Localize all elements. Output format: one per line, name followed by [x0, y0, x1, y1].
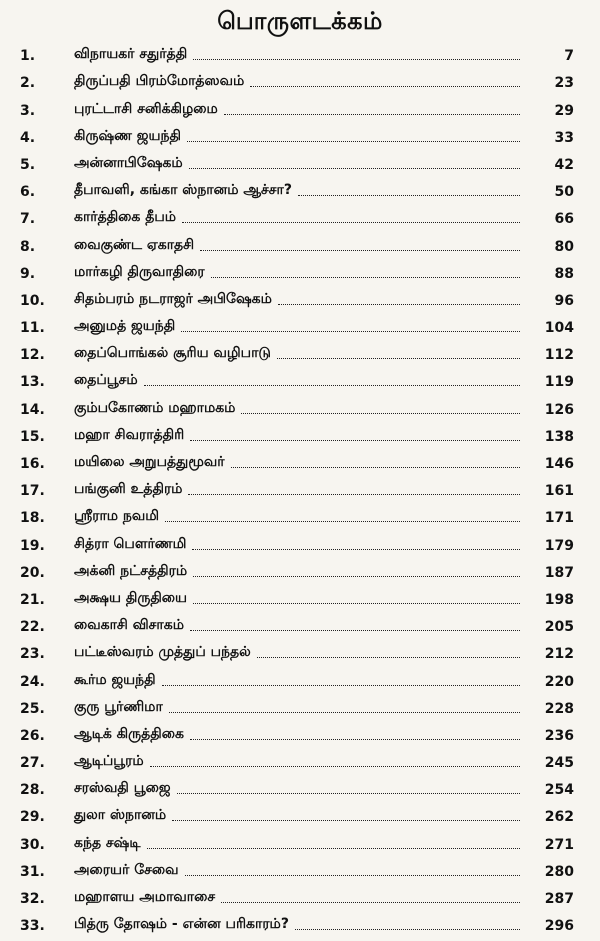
toc-entry-page-number: 138	[544, 428, 574, 445]
toc-row	[20, 95, 580, 122]
toc-entry	[74, 916, 520, 938]
toc-entry	[74, 264, 520, 286]
toc-entry-page-number: 23	[554, 75, 574, 92]
toc-entry-page-number: 104	[544, 320, 574, 337]
toc-entry-title: திருப்பதி பிரம்மோத்ஸவம்	[74, 73, 245, 90]
toc-row	[20, 721, 580, 748]
dot-leader	[181, 330, 520, 332]
toc-row	[20, 503, 580, 530]
toc-entry	[74, 101, 520, 123]
toc-entry	[74, 182, 520, 204]
toc-entry-page-number: 198	[544, 591, 574, 608]
toc-row	[20, 829, 580, 856]
toc-entry-title: பட்டீஸ்வரம் முத்துப் பந்தல்	[74, 644, 251, 661]
toc-entry-page-number: 187	[544, 564, 574, 581]
toc-row	[20, 911, 580, 938]
table-of-contents	[20, 41, 580, 938]
toc-entry-number: 32.	[20, 891, 45, 907]
toc-entry-page-number: 119	[544, 374, 574, 391]
toc-entry	[74, 699, 520, 721]
toc-entry-title: அனுமத் ஜயந்தி	[74, 318, 176, 335]
toc-entry-page-number: 254	[544, 782, 574, 799]
toc-entry	[74, 644, 520, 666]
toc-entry-page-number: 42	[554, 156, 574, 173]
toc-entry-title: மார்கழி திருவாதிரை	[74, 263, 205, 280]
toc-entry	[74, 291, 520, 313]
toc-entry-page-number: 66	[554, 211, 574, 228]
toc-entry-page-number: 126	[544, 401, 574, 418]
toc-entry-number: 27.	[20, 755, 45, 772]
toc-row	[20, 123, 580, 150]
toc-entry-title: தீபாவளி, கங்கா ஸ்நானம் ஆச்சா?	[74, 182, 292, 199]
toc-entry-page-number: 80	[554, 238, 574, 255]
toc-row	[20, 530, 580, 557]
toc-entry-title: தைப்பொங்கல் சூரிய வழிபாடு	[74, 345, 271, 362]
dot-leader	[190, 738, 520, 740]
dot-leader	[277, 357, 520, 359]
toc-entry	[74, 536, 520, 558]
toc-row	[20, 177, 580, 204]
toc-row	[20, 857, 580, 884]
toc-row	[20, 367, 580, 394]
dot-leader	[278, 303, 520, 305]
toc-row	[20, 884, 580, 911]
toc-entry-page-number: 220	[544, 673, 574, 690]
toc-entry	[74, 889, 520, 911]
toc-entry-title: ஸ்ரீராம நவமி	[74, 508, 160, 525]
toc-entry-number: 17.	[20, 483, 45, 500]
dot-leader	[224, 113, 520, 115]
toc-entry-title: கார்த்திகை தீபம்	[74, 209, 177, 226]
toc-entry-title: ஆடிப்பூரம்	[74, 753, 144, 770]
dot-leader	[150, 765, 520, 767]
toc-entry-title: கந்த சஷ்டி	[74, 834, 141, 851]
toc-entry-page-number: 245	[544, 755, 574, 772]
toc-entry-number: 3.	[20, 102, 36, 119]
dot-leader	[147, 847, 521, 849]
toc-row	[20, 313, 580, 340]
toc-entry-number: 23.	[20, 646, 45, 663]
dot-leader	[295, 928, 520, 930]
toc-row	[20, 802, 580, 829]
toc-entry-page-number: 271	[544, 836, 574, 853]
dot-leader	[162, 684, 520, 686]
toc-row	[20, 259, 580, 286]
dot-leader	[241, 412, 520, 414]
toc-entry-title: ஆடிக் கிருத்திகை	[74, 725, 184, 742]
toc-entry-number: 24.	[20, 673, 45, 690]
toc-entry-number: 26.	[20, 727, 45, 744]
toc-entry	[74, 807, 520, 829]
dot-leader	[185, 874, 520, 876]
toc-entry-number: 4.	[20, 129, 36, 146]
toc-row	[20, 748, 580, 775]
toc-row	[20, 422, 580, 449]
toc-entry-page-number: 228	[544, 700, 574, 717]
toc-entry-page-number: 287	[544, 891, 574, 907]
dot-leader	[192, 548, 520, 550]
toc-entry	[74, 508, 520, 530]
toc-entry-title: அரையர் சேவை	[74, 861, 179, 878]
toc-row	[20, 585, 580, 612]
toc-row	[20, 449, 580, 476]
toc-entry-number: 11.	[20, 320, 45, 337]
toc-entry-page-number: 280	[544, 863, 574, 880]
dot-leader	[211, 276, 520, 278]
toc-entry-number: 21.	[20, 591, 45, 608]
dot-leader	[177, 792, 520, 794]
dot-leader	[190, 439, 520, 441]
toc-row	[20, 394, 580, 421]
toc-entry-page-number: 29	[554, 102, 574, 119]
toc-entry	[74, 672, 520, 694]
toc-entry-title: புரட்டாசி சனிக்கிழமை	[74, 100, 218, 117]
dot-leader	[193, 602, 520, 604]
toc-entry-page-number: 262	[544, 809, 574, 826]
toc-entry-page-number: 146	[544, 456, 574, 472]
toc-entry-number: 25.	[20, 700, 45, 717]
toc-entry	[74, 209, 520, 231]
dot-leader	[187, 140, 520, 142]
toc-entry-title: சிதம்பரம் நடராஜர் அபிஷேகம்	[74, 290, 272, 307]
dot-leader	[193, 575, 520, 577]
toc-entry-page-number: 236	[544, 727, 574, 744]
toc-row	[20, 231, 580, 258]
toc-entry-page-number: 296	[544, 918, 574, 935]
toc-entry-title: மயிலை அறுபத்துமூவர்	[74, 454, 225, 470]
dot-leader	[257, 656, 520, 658]
toc-entry	[74, 318, 520, 340]
toc-entry-page-number: 112	[544, 347, 574, 364]
toc-entry-number: 28.	[20, 782, 45, 799]
toc-entry-number: 31.	[20, 863, 45, 880]
dot-leader	[231, 466, 520, 468]
toc-row	[20, 340, 580, 367]
toc-entry	[74, 835, 520, 857]
toc-entry	[74, 481, 520, 503]
toc-row	[20, 666, 580, 693]
toc-entry	[74, 454, 520, 476]
toc-row	[20, 639, 580, 666]
toc-row	[20, 68, 580, 95]
toc-entry-title: சித்ரா பௌர்ணமி	[74, 535, 187, 552]
toc-entry-title: தைப்பூசம்	[74, 372, 138, 389]
toc-entry-page-number: 161	[544, 483, 574, 500]
toc-entry-number: 8.	[20, 238, 36, 255]
toc-entry	[74, 780, 520, 802]
toc-entry-number: 18.	[20, 510, 45, 527]
toc-row	[20, 694, 580, 721]
dot-leader	[189, 167, 520, 169]
toc-entry-number: 2.	[20, 75, 36, 92]
toc-entry-number: 22.	[20, 619, 45, 636]
toc-entry-number: 13.	[20, 374, 45, 391]
toc-row	[20, 286, 580, 313]
toc-entry-number: 9.	[20, 265, 36, 282]
toc-row	[20, 612, 580, 639]
toc-entry	[74, 753, 520, 775]
toc-entry	[74, 400, 520, 422]
page-title: பொருளடக்கம்	[217, 7, 383, 35]
toc-entry-page-number: 171	[544, 510, 574, 527]
toc-entry-title: அன்னாபிஷேகம்	[74, 154, 183, 171]
toc-entry	[74, 73, 520, 95]
dot-leader	[188, 493, 520, 495]
toc-entry-title: பித்ரு தோஷம் - என்ன பரிகாரம்?	[74, 916, 289, 933]
dot-leader	[165, 520, 520, 522]
toc-row	[20, 150, 580, 177]
toc-entry	[74, 372, 520, 394]
toc-entry-title: துலா ஸ்நானம்	[74, 807, 167, 824]
toc-entry	[74, 590, 520, 612]
dot-leader	[298, 194, 520, 196]
toc-entry-number: 20.	[20, 564, 45, 581]
toc-entry-title: சரஸ்வதி பூஜை	[74, 780, 171, 797]
toc-entry-title: குரு பூர்ணிமா	[74, 698, 163, 715]
toc-entry	[74, 427, 520, 449]
toc-entry	[74, 155, 520, 177]
dot-leader	[190, 629, 520, 631]
dot-leader	[182, 221, 520, 223]
toc-entry	[74, 128, 520, 150]
toc-entry-title: அக்னி நட்சத்திரம்	[74, 562, 188, 579]
toc-entry	[74, 617, 520, 639]
toc-entry	[74, 237, 520, 259]
toc-entry-title: அக்ஷய திருதியை	[74, 589, 188, 606]
toc-entry	[74, 726, 520, 748]
dot-leader	[250, 85, 520, 87]
toc-entry-title: கும்பகோணம் மஹாமகம்	[74, 399, 236, 416]
toc-entry-page-number: 7	[564, 48, 574, 65]
toc-entry	[74, 862, 520, 884]
toc-entry-number: 6.	[20, 184, 36, 201]
toc-entry-number: 12.	[20, 347, 45, 364]
dot-leader	[169, 711, 520, 713]
toc-entry-number: 7.	[20, 211, 36, 228]
toc-entry-number: 14.	[20, 401, 45, 418]
toc-entry-number: 1.	[20, 48, 36, 65]
toc-entry-number: 5.	[20, 156, 36, 173]
toc-entry-title: வைகாசி விசாகம்	[74, 617, 184, 634]
toc-entry-number: 30.	[20, 836, 45, 853]
toc-entry-title: வைகுண்ட ஏகாதசி	[74, 236, 195, 253]
toc-row	[20, 558, 580, 585]
toc-entry-page-number: 205	[544, 619, 574, 636]
dot-leader	[200, 249, 520, 251]
toc-row	[20, 41, 580, 68]
toc-entry	[74, 345, 520, 367]
toc-entry-number: 33.	[20, 918, 45, 935]
toc-entry	[74, 46, 520, 68]
toc-entry-number: 19.	[20, 537, 45, 554]
toc-entry-title: பங்குனி உத்திரம்	[74, 481, 183, 498]
dot-leader	[144, 384, 520, 386]
toc-entry	[74, 563, 520, 585]
toc-entry-page-number: 179	[544, 537, 574, 554]
toc-entry-page-number: 33	[554, 129, 574, 146]
toc-entry-number: 29.	[20, 809, 45, 826]
dot-leader	[221, 901, 520, 903]
toc-row	[20, 476, 580, 503]
toc-entry-title: மஹாளய அமாவாசை	[74, 889, 216, 905]
toc-entry-number: 15.	[20, 428, 45, 445]
toc-entry-title: கிருஷ்ண ஜயந்தி	[74, 127, 181, 144]
toc-row	[20, 775, 580, 802]
toc-entry-number: 16.	[20, 456, 45, 472]
toc-entry-page-number: 96	[554, 292, 574, 309]
toc-entry-page-number: 88	[554, 265, 574, 282]
toc-entry-title: மஹா சிவராத்திரி	[74, 426, 185, 443]
toc-entry-title: விநாயகர் சதுர்த்தி	[74, 46, 188, 63]
toc-entry-page-number: 212	[544, 646, 574, 663]
toc-entry-page-number: 50	[554, 184, 574, 201]
toc-entry-title: கூர்ம ஜயந்தி	[74, 671, 156, 688]
toc-entry-number: 10.	[20, 292, 45, 309]
toc-row	[20, 204, 580, 231]
dot-leader	[193, 58, 520, 60]
dot-leader	[172, 819, 520, 821]
